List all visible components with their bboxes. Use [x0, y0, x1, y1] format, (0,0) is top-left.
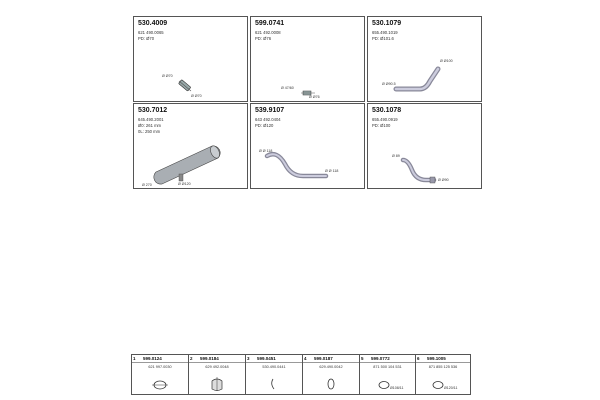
item-oem: 530.490.0441 [262, 365, 286, 369]
part-code: 530.4009 [138, 20, 168, 27]
item-number: 5 [361, 356, 364, 361]
dim-label: Ø Ø76 [309, 95, 320, 99]
part-card-530-1079[interactable] [367, 16, 482, 102]
dim-label: Ø Ø100 [440, 59, 453, 63]
item-code: 599.0187 [314, 356, 333, 361]
part-drawing [368, 17, 483, 103]
oem-number: 655.490.1019 [372, 30, 398, 35]
spec-line: PD: Ø120 [255, 123, 274, 128]
part-drawing [251, 104, 366, 190]
part-code: 530.1078 [372, 107, 402, 114]
item-number: 3 [247, 356, 250, 361]
dim-label: Ø 89 [392, 154, 400, 158]
item-oem: 629.490.0042 [319, 365, 343, 369]
dim-label: Ø Ø70 [162, 74, 173, 78]
oem-number: 655.490.0919 [372, 117, 398, 122]
accessory-cell[interactable] [188, 355, 245, 394]
rubber-ring-icon [303, 373, 360, 393]
pipe-clamp-icon [189, 373, 246, 393]
spec-line: PD: Ø101.6 [372, 36, 394, 41]
part-card-530-1078[interactable] [367, 103, 482, 189]
oem-number: 645.490.2001 [138, 117, 164, 122]
spec-line: PD: Ø70 [138, 36, 155, 41]
dim-label: Ø Ø 118 [259, 149, 273, 153]
accessory-cell[interactable] [302, 355, 359, 394]
dim-label: Ø108/11 [390, 386, 404, 390]
spec-line: Ø0: 261 mm [138, 123, 162, 128]
item-code: 599.1005 [427, 356, 446, 361]
dim-label: Ø Ø90 [438, 178, 449, 182]
item-code: 599.0451 [257, 356, 276, 361]
item-number: 4 [304, 356, 307, 361]
dim-label: Ø Ø70 [191, 94, 202, 98]
hanger-bracket-icon [246, 373, 303, 393]
dim-label: Ø 47/60 [281, 86, 294, 90]
oem-number: 643 492.0404 [255, 117, 281, 122]
part-code: 599.0741 [255, 20, 285, 27]
part-card-530-7012[interactable] [133, 103, 248, 189]
spec-line: PD: Ø100 [372, 123, 391, 128]
item-oem: 629 492.0048 [205, 365, 229, 369]
item-code: 599.0124 [143, 356, 162, 361]
item-oem: 871 855 125 536 [428, 365, 458, 369]
dim-label: Ø Ø90.5 [382, 82, 396, 86]
oem-number: 621 490.0065 [138, 30, 164, 35]
item-oem: 621 997.0030 [148, 365, 172, 369]
muffler-icon [154, 144, 222, 184]
item-number: 1 [133, 356, 136, 361]
curved-pipe-icon [267, 154, 326, 176]
part-card-539-9107[interactable] [250, 103, 365, 189]
accessory-cell[interactable] [359, 355, 415, 394]
oem-number: 621 492.0008 [255, 30, 281, 35]
band-clamp-icon [360, 373, 416, 393]
dim-label: Ø 270 [142, 183, 152, 187]
spec-line: PD: Ø76 [255, 36, 272, 41]
part-code: 530.7012 [138, 107, 168, 114]
part-code: 530.1079 [372, 20, 402, 27]
part-drawing [134, 104, 249, 190]
flanged-pipe-icon [178, 80, 191, 92]
accessory-cell[interactable] [245, 355, 302, 394]
accessory-cell[interactable] [132, 355, 188, 394]
accessories-strip [131, 354, 471, 395]
band-clamp-icon [416, 373, 471, 393]
part-drawing [134, 17, 249, 103]
clamp-ring-icon [132, 373, 188, 393]
item-oem: 871 500 104 531 [373, 365, 402, 369]
part-drawing [368, 104, 483, 190]
part-card-599-0741[interactable] [250, 16, 365, 102]
part-code: 539.9107 [255, 107, 285, 114]
item-number: 6 [417, 356, 420, 361]
item-code: 599.0184 [200, 356, 219, 361]
dim-label: Ø Ø 118 [325, 169, 339, 173]
part-card-530-4009[interactable] [133, 16, 248, 102]
dim-label: Ø120/11 [444, 386, 458, 390]
item-code: 599.0772 [371, 356, 390, 361]
item-number: 2 [190, 356, 193, 361]
accessory-cell[interactable] [415, 355, 470, 394]
part-drawing [251, 17, 366, 103]
spec-line-2: 0L: 250 mm [138, 129, 161, 134]
dim-label: Ø Ø120 [178, 182, 191, 186]
